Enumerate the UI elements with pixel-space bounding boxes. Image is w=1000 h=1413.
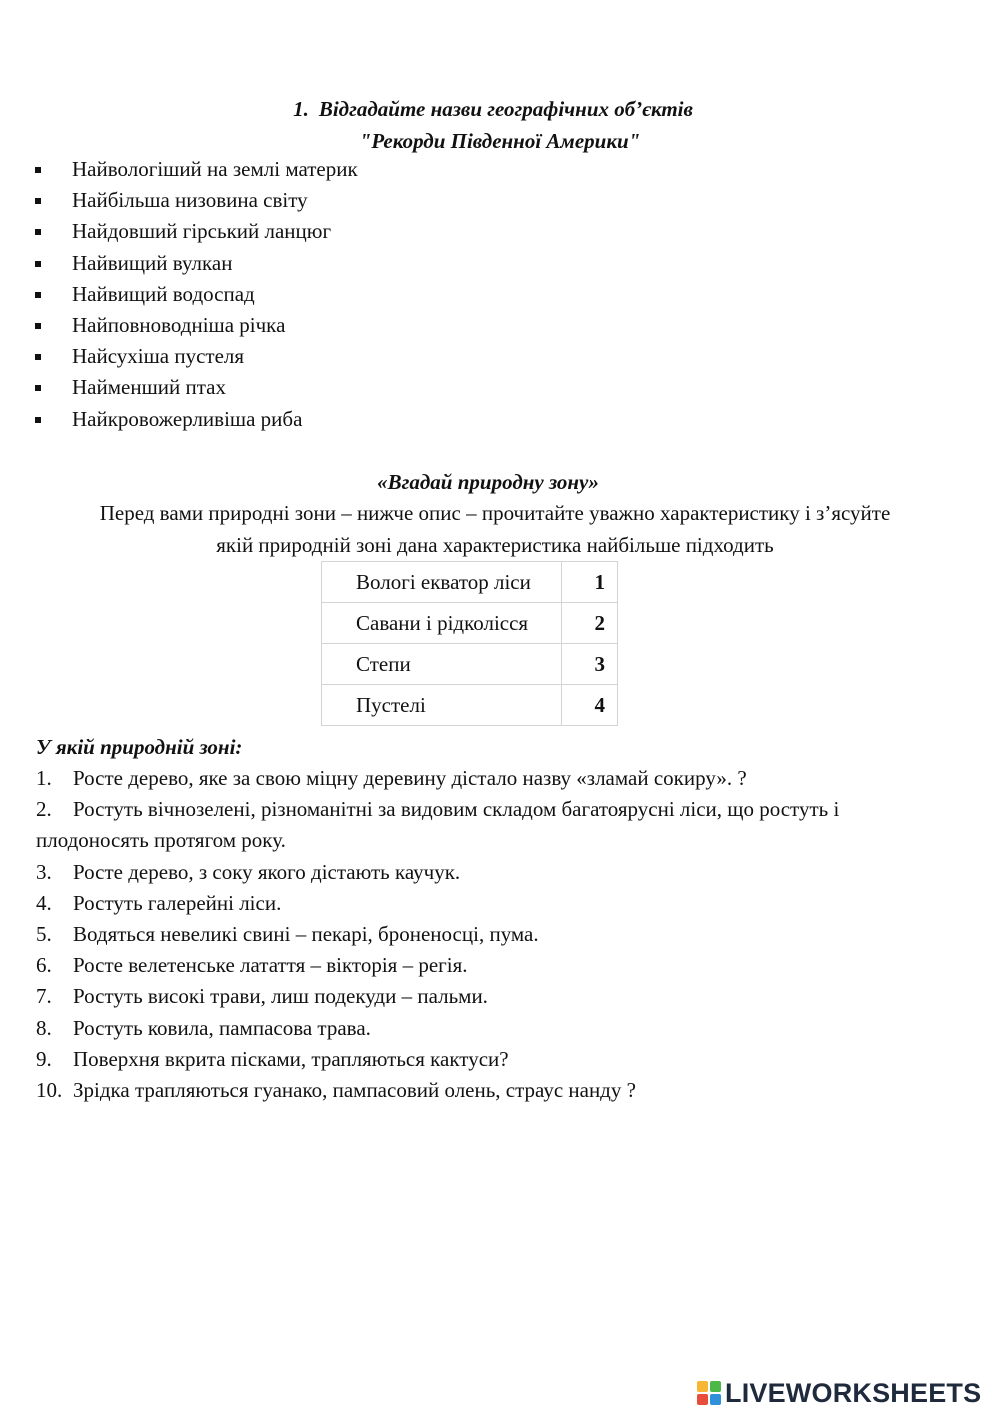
table-row [322, 644, 618, 685]
list-item: Найбільша низовина світу [0, 185, 1000, 216]
bullet-icon [35, 323, 41, 329]
list-item: Найкровожерливіша риба [0, 404, 1000, 435]
logo-block [697, 1381, 708, 1392]
zone-name: Вологі екватор ліси [322, 562, 562, 603]
intro-line-1: Перед вами природні зони – нижче опис – прочитайте уважно характеристику і з’ясуйте [99, 501, 891, 525]
bullet-icon [35, 167, 41, 173]
list-item: 2. Ростуть вічнозелені, різноманітні за видовим складом багатоярусні ліси, що ростуть і плодоносять протягом року. [36, 797, 840, 853]
list-item: 7. Ростуть високі трави, лиш подекуди – пальми. [36, 984, 488, 1009]
logo-block [710, 1381, 721, 1392]
task1-title [0, 95, 986, 124]
list-item: 8. Ростуть ковила, пампасова трава. [36, 1015, 371, 1040]
list-item: 3. Росте дерево, з соку якого дістають каучук. [36, 859, 461, 884]
task1-number: 1. [293, 97, 309, 121]
zone-name: Пустелі [322, 685, 562, 726]
task2-title: «Вгадай природну зону» [377, 470, 599, 494]
bullet-icon [35, 229, 41, 235]
bullet-icon [35, 385, 41, 391]
list-item: 1. Росте дерево, яке за свою міцну деревину дістало назву «зламай сокиру». ? [36, 766, 747, 790]
zone-name: Степи [322, 644, 562, 685]
list-item: Найдовший гірський ланцюг [0, 216, 1000, 247]
bullet-icon [35, 354, 41, 360]
table-row [322, 562, 618, 603]
records-list [0, 154, 1000, 435]
table-row [322, 685, 618, 726]
logo-block [697, 1394, 708, 1405]
bullet-icon [35, 292, 41, 298]
logo-block [710, 1394, 721, 1405]
zone-number: 3 [562, 644, 618, 685]
list-item: Найповноводніша річка [0, 310, 1000, 341]
liveworksheets-logo[interactable] [697, 1378, 981, 1408]
logo-blocks-icon [697, 1381, 721, 1405]
intro-line-2: якій природній зоні дана характеристика найбільше підходить [216, 533, 774, 557]
questions-list [36, 763, 956, 1106]
list-item: 9. Поверхня вкрита пісками, трапляються кактуси? [36, 1046, 509, 1071]
list-item: Найвологіший на землі материк [0, 154, 1000, 185]
list-item: 10. Зрідка трапляються гуанако, пампасовий олень, страус нанду ? [36, 1078, 636, 1103]
list-item: 6. Росте велетенське латаття – вікторія – регія. [36, 953, 468, 978]
bullet-icon [35, 198, 41, 204]
zone-number: 1 [562, 562, 618, 603]
zone-number: 2 [562, 603, 618, 644]
list-item: Найвищий вулкан [0, 248, 1000, 279]
task1-subtitle: "Рекорди Південної Америки" [359, 129, 641, 153]
list-item: 4. Ростуть галерейні ліси. [36, 890, 282, 915]
list-item: Найменший птах [0, 372, 1000, 403]
list-item: Найвищий водоспад [0, 279, 1000, 310]
bullet-icon [35, 417, 41, 423]
question-heading: У якій природній зоні: [36, 735, 243, 759]
zones-table [321, 561, 618, 726]
zone-number: 4 [562, 685, 618, 726]
task2-intro [22, 497, 968, 561]
list-item: 5. Водяться невеликі свині – пекарі, броненосці, пума. [36, 922, 539, 947]
list-item: Найсухіша пустеля [0, 341, 1000, 372]
logo-text: LIVEWORKSHEETS [725, 1377, 982, 1408]
zone-name: Савани і рідколісся [322, 603, 562, 644]
table-row [322, 603, 618, 644]
task1-title-text: Відгадайте назви географічних об’єктів [318, 97, 693, 121]
bullet-icon [35, 261, 41, 267]
